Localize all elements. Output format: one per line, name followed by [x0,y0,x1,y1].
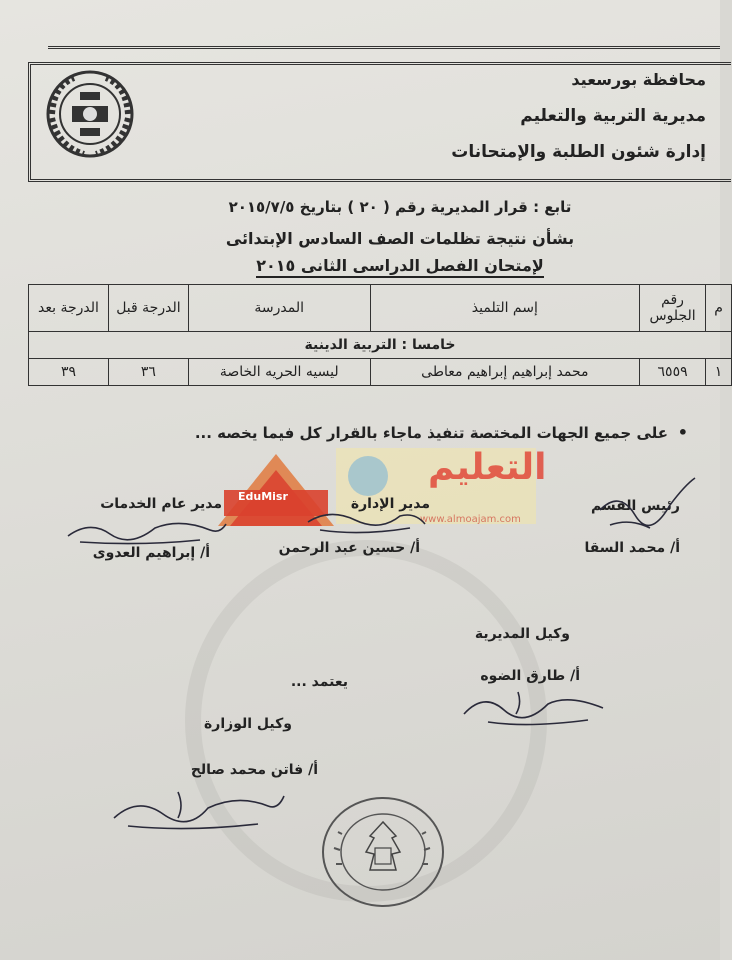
results-table [28,284,732,386]
cell-index: ١ [706,359,732,386]
admin-director-title: مدير الإدارة [350,496,430,512]
table-row [29,359,732,386]
top-rule [48,46,720,49]
header-seat-number: رقم الجلوس [640,285,706,332]
signature-scribble-ministry-deputy [108,782,288,834]
directorate-deputy-title: وكيل المديرية [474,626,570,642]
header-grade-after: الدرجة بعد [29,285,109,332]
section-head-name: أ/ محمد السقا [584,540,680,556]
signature-scribble-services-director [60,510,230,548]
cell-grade-after: ٣٩ [29,359,109,386]
section-row [29,332,732,359]
header-grade-before: الدرجة قبل [108,285,188,332]
services-director-title: مدير عام الخدمات [100,496,222,512]
section-title: خامسا : التربية الدينية [29,332,732,359]
approved-label: يعتمد ... [290,674,348,690]
governorate-name: محافظة بورسعيد [571,70,706,89]
cell-seat-number: ٦٥٥٩ [640,359,706,386]
exam-title-text: لإمتحان الفصل الدراسى الثانى ٢٠١٥ [256,256,544,278]
header-student-name: إسم التلميذ [370,285,640,332]
header-index: م [706,285,732,332]
directorate-name: مديرية التربية والتعليم [520,106,706,126]
decision-subject: بشأن نتيجة تظلمات الصف السادس الإبتدائى [225,229,575,248]
signature-scribble-admin-director [300,502,430,538]
instruction-note: • على جميع الجهات المختصة تنفيذ ماجاء بالقرار كل فيما يخصه ... [195,424,668,442]
ministry-deputy-title: وكيل الوزارة [204,716,292,732]
department-name: إدارة شئون الطلبة والإمتحانات [451,142,706,162]
decision-reference: تابع : قرار المديرية رقم ( ٢٠ ) بتاريخ ٢٠١٥/٧/٥ [228,198,572,216]
header-school: المدرسة [188,285,370,332]
exam-title [0,256,720,275]
cell-grade-before: ٣٦ [108,359,188,386]
official-seal [318,792,448,912]
cell-student-name: محمد إبراهيم إبراهيم معاطى [370,359,640,386]
cell-school: ليسيه الحريه الخاصة [188,359,370,386]
directorate-deputy-name: أ/ طارق الضوه [480,668,580,684]
ministry-deputy-name: أ/ فاتن محمد صالح [190,762,318,778]
watermark-en: EduMisr [238,490,288,503]
table-header-row [29,285,732,332]
admin-director-name: أ/ حسين عبد الرحمن [278,540,420,556]
watermark-text: التعليم [428,447,547,488]
section-head-title: رئيس القسم [590,498,680,514]
signature-scribble-directorate-deputy [458,684,608,730]
signature-scribble-section-head [590,470,700,540]
directorate-logo [34,66,146,162]
services-director-name: أ/ إبراهيم العدوى [92,545,210,561]
watermark-url: www.almoajam.com [420,514,521,525]
